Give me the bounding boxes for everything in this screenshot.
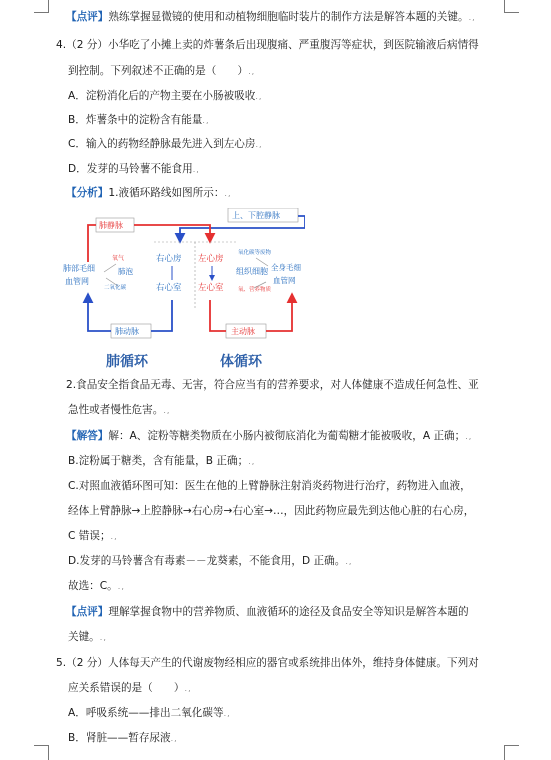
right-atrium-label: 右心房 [156, 254, 182, 264]
right-ventricle-label: 右心室 [156, 283, 182, 293]
pulmonary-artery-label: 肺动脉 [115, 327, 139, 336]
gas-exchange-arrows [104, 264, 118, 286]
body-capillary-label-1: 全身毛细 [271, 263, 301, 272]
question-5-option-a: A．呼吸系统——排出二氧化碳等., [68, 707, 231, 719]
analysis-line-2: 2.食品安全指食品无毒、无害，符合应当有的营养要求，对人体健康不造成任何急性、亚 [66, 379, 479, 391]
lung-capillary-label-1: 肺部毛细 [63, 264, 95, 273]
review-line-3: 关键。., [68, 631, 107, 643]
answer-line-1: 【解答】解：A、淀粉等糖类物质在小肠内被彻底消化为葡萄糖才能被吸收，A 正确；., [66, 430, 473, 442]
atrium-ventricle-arrows [172, 266, 212, 280]
question-4-option-b: B．炸薯条中的淀粉含有能量., [68, 114, 210, 126]
crop-mark-bottom-right [504, 745, 519, 760]
alveoli-label: 肺泡 [118, 267, 133, 276]
review-line-1: 【点评】熟练掌握显微镜的使用和动植物细胞临时装片的制作方法是解答本题的关键。., [66, 11, 476, 23]
blood-circulation-diagram [60, 208, 305, 370]
answer-line-3: C.对照血液循环图可知：医生在他的上臂静脉注射消炎药物进行治疗，药物进入血液， [68, 480, 471, 492]
analysis-line-1: 【分析】1.液循环路线如图所示：., [66, 187, 232, 199]
question-4-option-a: A．淀粉消化后的产物主要在小肠被吸收., [68, 90, 263, 102]
vena-cava-label: 上、下腔静脉 [232, 211, 280, 220]
left-ventricle-label: 左心室 [198, 283, 224, 293]
oxygen-nutrients-label: 氧、营养物质 [238, 287, 272, 293]
tissue-cells-label: 组织细胞 [236, 267, 268, 276]
analysis-tag: 【分析】 [66, 187, 109, 199]
answer-line-7: 故选：C。., [68, 580, 125, 592]
body-capillary-label-2: 血管网 [273, 276, 296, 285]
pulmonary-vein-label: 肺静脉 [99, 221, 123, 230]
question-4-option-d: D．发芽的马铃薯不能食用., [68, 163, 200, 175]
question-5-option-b: B．肾脏——暂存尿液., [68, 732, 178, 744]
answer-line-5: C 错误；., [68, 530, 118, 542]
question-5-stem-1: 5.（2 分）人体每天产生的代谢废物经相应的器官或系统排出体外，维持身体健康。下列对 [56, 657, 479, 669]
question-4-stem-1: 4.（2 分）小华吃了小摊上卖的炸薯条后出现腹痛、严重腹泻等症状，到医院输液后病情得 [56, 39, 479, 51]
question-4-option-c: C．输入的药物经静脉最先进入到左心房., [68, 138, 263, 150]
systemic-circulation-caption: 体循环 [220, 354, 262, 370]
review-tag-2: 【点评】 [66, 606, 109, 618]
question-5-stem-2: 应关系错误的是（ ）., [68, 682, 192, 694]
co2-label-1: 二氧化碳 [104, 285, 127, 291]
oxygen-label-1: 氧气 [112, 255, 125, 262]
review-line-2: 【点评】理解掌握食物中的营养物质、血液循环的途径及食品安全等知识是解答本题的 [66, 606, 469, 618]
answer-line-4: 经体上臂静脉→上腔静脉→右心房→右心室→…，因此药物应最先到达他心脏的右心房， [68, 505, 475, 517]
review-tag: 【点评】 [66, 11, 109, 23]
answer-line-6: D.发芽的马铃薯含有毒素－－龙葵素，不能食用，D 正确。., [68, 555, 353, 567]
left-atrium-label: 左心房 [198, 254, 224, 264]
waste-label: 氧化碳等废物 [238, 250, 272, 256]
answer-tag: 【解答】 [66, 430, 109, 442]
pulmonary-circulation-caption: 肺循环 [106, 354, 148, 370]
aorta-label: 主动脉 [231, 327, 255, 336]
answer-line-2: B.淀粉属于糖类，含有能量，B 正确；., [68, 455, 256, 467]
lung-capillary-label-2: 血管网 [65, 277, 89, 286]
crop-mark-bottom-left [34, 745, 49, 760]
analysis-line-3: 急性或者慢性危害。., [68, 404, 171, 416]
question-4-stem-2: 到控制。下列叙述不正确的是（ ）., [68, 65, 256, 77]
